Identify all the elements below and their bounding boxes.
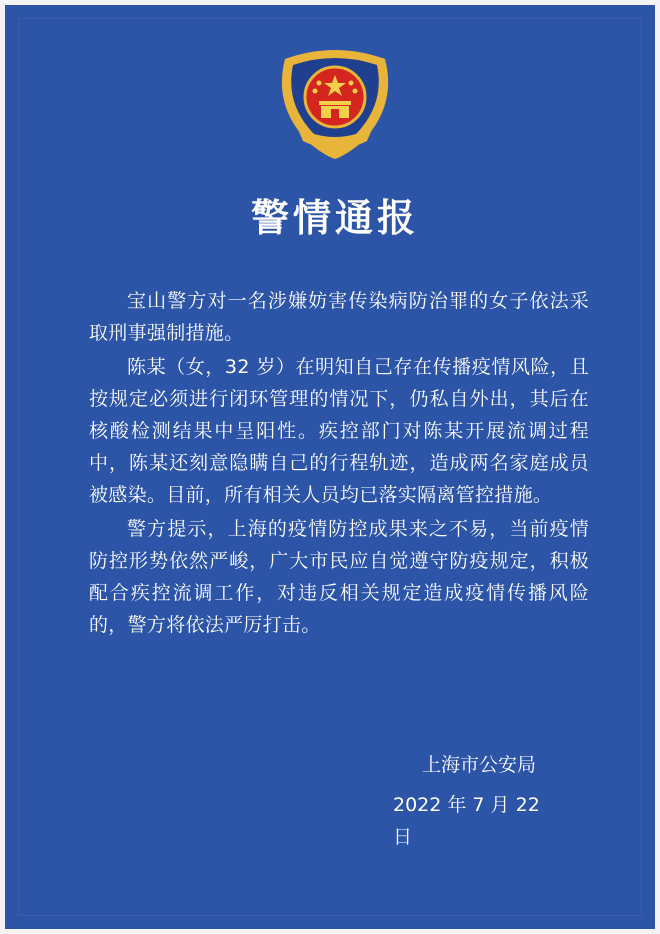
notice-paragraph: 宝山警方对一名涉嫌妨害传染病防治罪的女子依法采取刑事强制措施。	[89, 290, 589, 344]
page-title: 警情通报	[250, 196, 419, 240]
issuing-organization: 上海市公安局	[421, 754, 536, 776]
police-emblem-icon	[267, 45, 403, 161]
notice-body	[89, 285, 589, 643]
signature-block	[393, 749, 553, 853]
issue-date: 2022 年 7 月 22 日	[393, 794, 540, 848]
notice-paragraph: 陈某（女，32 岁）在明知自己存在传播疫情风险，且按规定必须进行闭环管理的情况下，仍私自外出，其后在核酸检测结果中呈阳性。疾控部门对陈某开展流调过程中，陈某还刻意隐瞒自己的行程轨迹，造成两名家庭成员被感染。目前，所有相关人员均已落实隔离管控措施。	[89, 356, 589, 506]
notice-paragraph: 警方提示，上海的疫情防控成果来之不易，当前疫情防控形势依然严峻，广大市民应自觉遵守防疫规定，积极配合疾控流调工作，对违反相关规定造成疫情传播风险的，警方将依法严厉打击。	[89, 518, 589, 636]
